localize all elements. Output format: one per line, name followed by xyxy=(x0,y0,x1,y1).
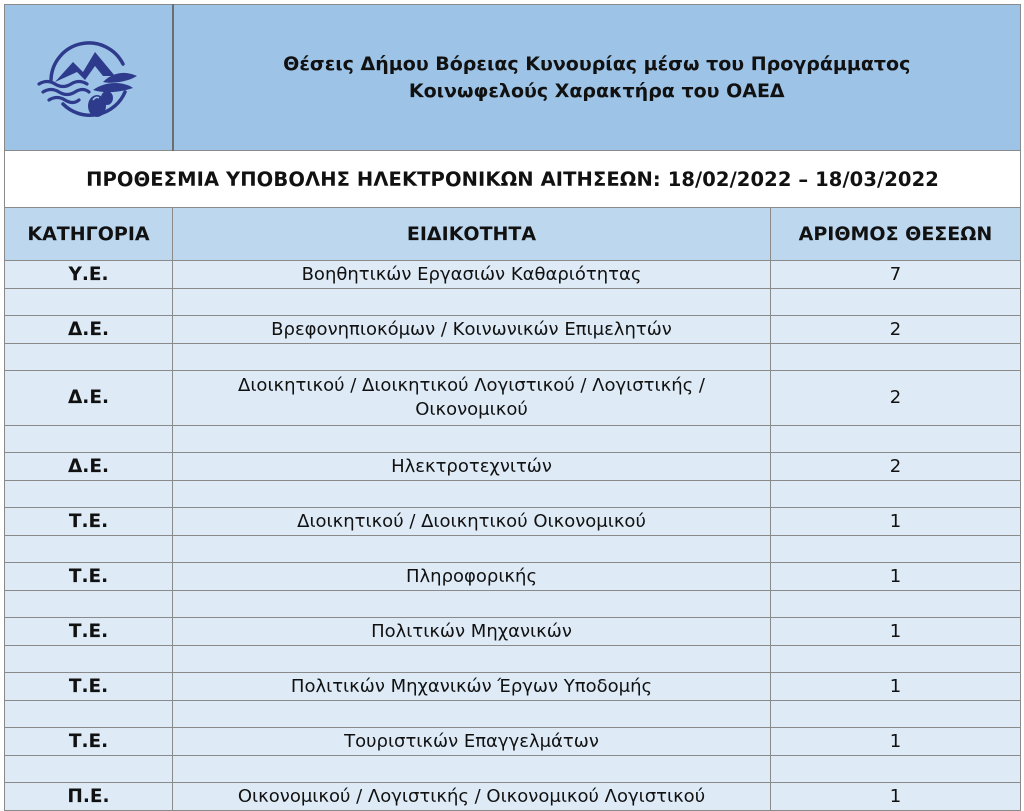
category-cell: Δ.Ε. xyxy=(5,371,173,426)
logo-cell xyxy=(5,5,173,151)
table-row xyxy=(5,508,1021,536)
category-cell: Τ.Ε. xyxy=(5,728,173,756)
positions-cell: 2 xyxy=(771,316,1021,344)
category-cell: Τ.Ε. xyxy=(5,563,173,591)
positions-cell: 1 xyxy=(771,673,1021,701)
positions-cell: 7 xyxy=(771,261,1021,289)
spacer-row xyxy=(5,289,1021,316)
specialty-line: Οικονομικού xyxy=(415,399,528,420)
specialty-cell: Ηλεκτροτεχνιτών xyxy=(173,453,771,481)
specialty-cell: Βοηθητικών Εργασιών Καθαριότητας xyxy=(173,261,771,289)
column-header-specialty: ΕΙΔΙΚΟΤΗΤΑ xyxy=(173,208,771,261)
specialty-cell: Διοικητικού / Διοικητικού Οικονομικού xyxy=(173,508,771,536)
table-row xyxy=(5,673,1021,701)
specialty-cell: Οικονομικού / Λογιστικής / Οικονομικού Λογιστικού xyxy=(173,783,771,811)
spacer-row xyxy=(5,481,1021,508)
column-header-row xyxy=(5,208,1021,261)
category-cell: Τ.Ε. xyxy=(5,508,173,536)
spacer-row xyxy=(5,646,1021,673)
positions-cell: 1 xyxy=(771,508,1021,536)
column-header-category: ΚΑΤΗΓΟΡΙΑ xyxy=(5,208,173,261)
category-cell: Υ.Ε. xyxy=(5,261,173,289)
table-row xyxy=(5,261,1021,289)
positions-cell: 2 xyxy=(771,453,1021,481)
spacer-row xyxy=(5,536,1021,563)
spacer-row xyxy=(5,701,1021,728)
spacer-row xyxy=(5,426,1021,453)
column-header-positions: ΑΡΙΘΜΟΣ ΘΕΣΕΩΝ xyxy=(771,208,1021,261)
category-cell: Π.Ε. xyxy=(5,783,173,811)
positions-table xyxy=(4,4,1021,811)
spacer-row xyxy=(5,756,1021,783)
spacer-row xyxy=(5,591,1021,618)
category-cell: Τ.Ε. xyxy=(5,618,173,646)
title-cell xyxy=(173,5,1021,151)
table-row xyxy=(5,316,1021,344)
positions-cell: 1 xyxy=(771,563,1021,591)
specialty-cell: Τουριστικών Επαγγελμάτων xyxy=(173,728,771,756)
specialty-cell: Βρεφονηπιοκόμων / Κοινωνικών Επιμελητών xyxy=(173,316,771,344)
municipality-logo-icon xyxy=(5,30,172,126)
positions-cell: 2 xyxy=(771,371,1021,426)
specialty-cell xyxy=(173,371,771,426)
table-row xyxy=(5,728,1021,756)
specialty-cell: Πληροφορικής xyxy=(173,563,771,591)
table-row xyxy=(5,563,1021,591)
category-cell: Τ.Ε. xyxy=(5,673,173,701)
page-title-line1: Θέσεις Δήμου Βόρειας Κυνουρίας μέσω του Προγράμματος xyxy=(283,52,911,75)
category-cell: Δ.Ε. xyxy=(5,453,173,481)
page-title-line2: Κοινωφελούς Χαρακτήρα του ΟΑΕΔ xyxy=(408,79,785,102)
category-cell: Δ.Ε. xyxy=(5,316,173,344)
deadline-text: ΠΡΟΘΕΣΜΙΑ ΥΠΟΒΟΛΗΣ ΗΛΕΚΤΡΟΝΙΚΩΝ ΑΙΤΗΣΕΩΝ: 18/02/2022 – 18/03/2022 xyxy=(5,151,1021,208)
title-row xyxy=(5,5,1021,151)
table-row xyxy=(5,371,1021,426)
deadline-row xyxy=(5,151,1021,208)
positions-cell: 1 xyxy=(771,783,1021,811)
table-row xyxy=(5,453,1021,481)
table-row xyxy=(5,783,1021,811)
specialty-cell: Πολιτικών Μηχανικών Έργων Υποδομής xyxy=(173,673,771,701)
specialty-cell: Πολιτικών Μηχανικών xyxy=(173,618,771,646)
positions-cell: 1 xyxy=(771,618,1021,646)
table-row xyxy=(5,618,1021,646)
spacer-row xyxy=(5,344,1021,371)
positions-cell: 1 xyxy=(771,728,1021,756)
specialty-line: Διοικητικού / Διοικητικού Λογιστικού / Λογιστικής / xyxy=(238,375,705,396)
